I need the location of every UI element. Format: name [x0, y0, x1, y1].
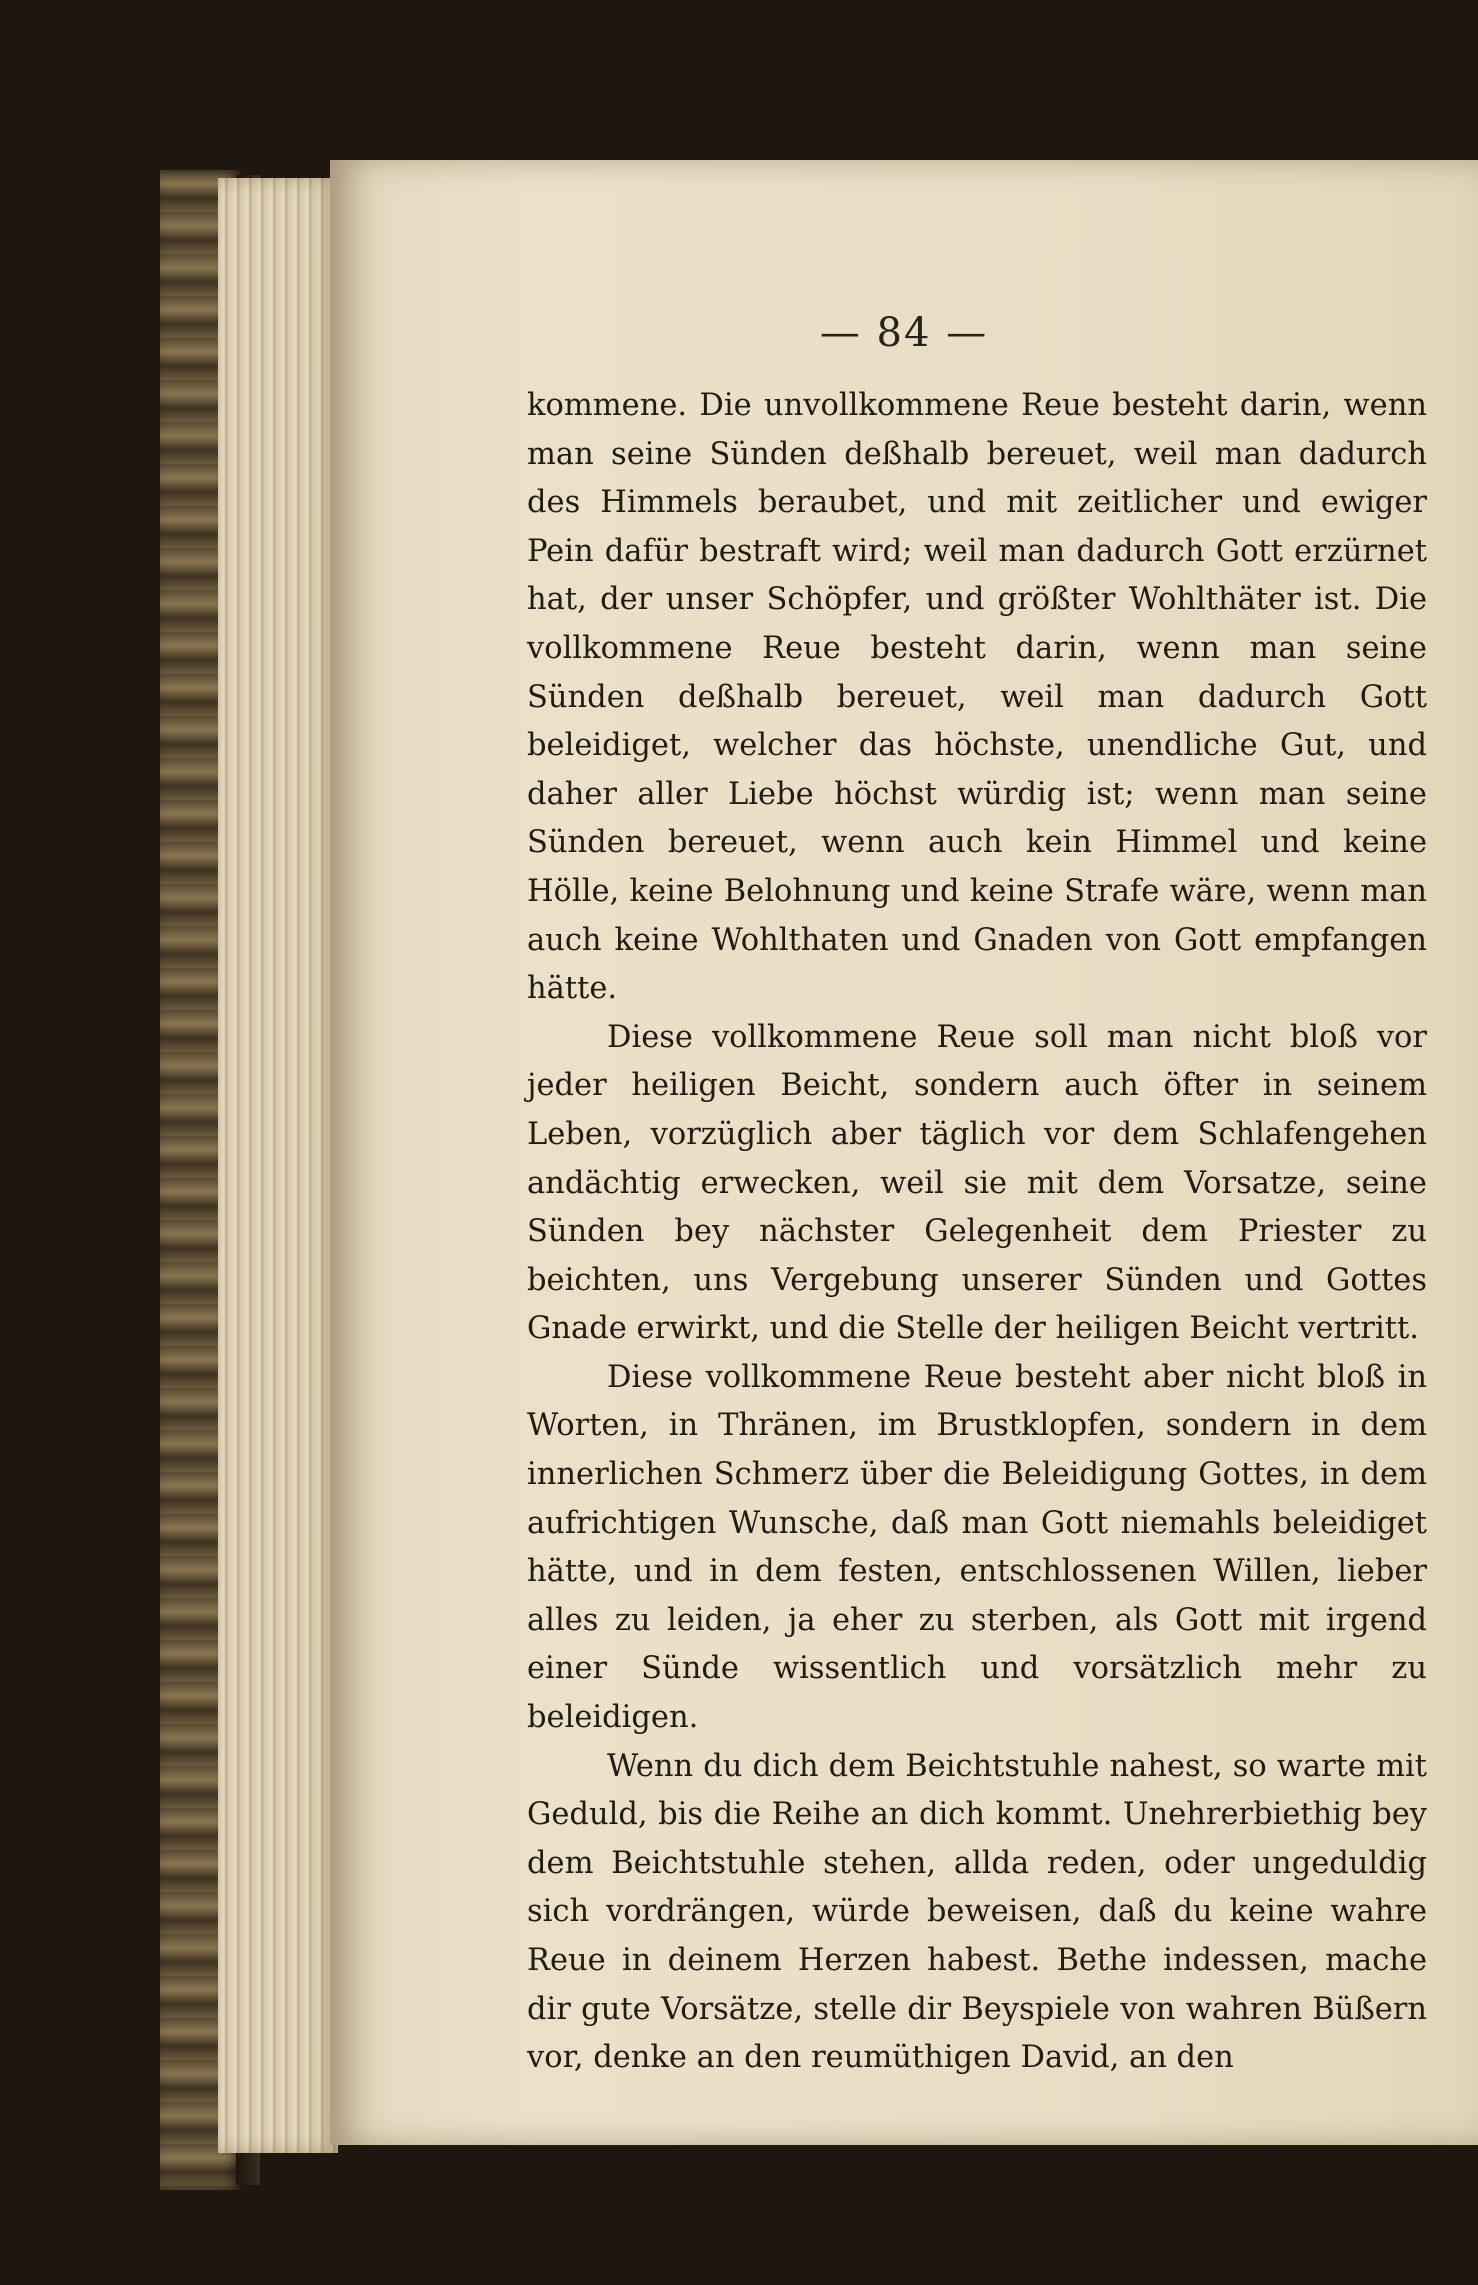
paragraph-1: kommene. Die unvollkommene Reue besteht darin, wenn man seine Sünden deßhalb bereuet, weil man dadurch des Himmels beraubet, und mit zeitlicher und ewiger Pein dafür bestraft wird; weil man dadurch Gott erzürnet hat, der unser Schöpfer, und größter Wohlthäter ist. Die vollkommene Reue besteht darin, wenn man seine Sünden deßhalb bereuet, weil man dadurch Gott beleidiget, welcher das höchste, unendliche Gut, und daher aller Liebe höchst würdig ist; wenn man seine Sünden bereuet, wenn auch kein Himmel und keine Hölle, keine Belohnung und keine Strafe wäre, wenn man auch keine Wohlthaten und Gnaden von Gott empfangen hätte.: [527, 388, 1427, 1007]
page-text: [527, 382, 1427, 2083]
paragraph-3: Diese vollkommene Reue besteht aber nicht bloß in Worten, in Thränen, im Brustklopfen, sondern in dem innerlichen Schmerz über die Beleidigung Gottes, in dem aufrichtigen Wunsche, daß man Gott niemahls beleidiget hätte, und in dem festen, entschlossenen Willen, lieber alles zu leiden, ja eher zu sterben, als Gott mit irgend einer Sünde wissentlich und vorsätzlich mehr zu beleidigen.: [527, 1359, 1427, 1736]
book-page: [330, 160, 1478, 2145]
paragraph-2: Diese vollkommene Reue soll man nicht bloß vor jeder heiligen Beicht, sondern auch öfter in seinem Leben, vorzüglich aber täglich vor dem Schlafengehen andächtig erwecken, weil sie mit dem Vorsatze, seine Sünden bey nächster Gelegenheit dem Priester zu beichten, uns Vergebung unserer Sünden und Gottes Gnade erwirkt, und die Stelle der heiligen Beicht vertritt.: [527, 1019, 1427, 1347]
paragraph-4: Wenn du dich dem Beichtstuhle nahest, so warte mit Geduld, bis die Reihe an dich kommt. Unehrerbiethig bey dem Beichtstuhle stehen, allda reden, oder ungeduldig sich vordrängen, würde beweisen, daß du keine wahre Reue in deinem Herzen habest. Bethe indessen, mache dir gute Vorsätze, stelle dir Beyspiele von wahren Büßern vor, denke an den reumüthigen David, an den: [527, 1748, 1427, 2076]
page-stack-edges: [218, 178, 338, 2153]
page-number: — 84 —: [819, 310, 989, 356]
